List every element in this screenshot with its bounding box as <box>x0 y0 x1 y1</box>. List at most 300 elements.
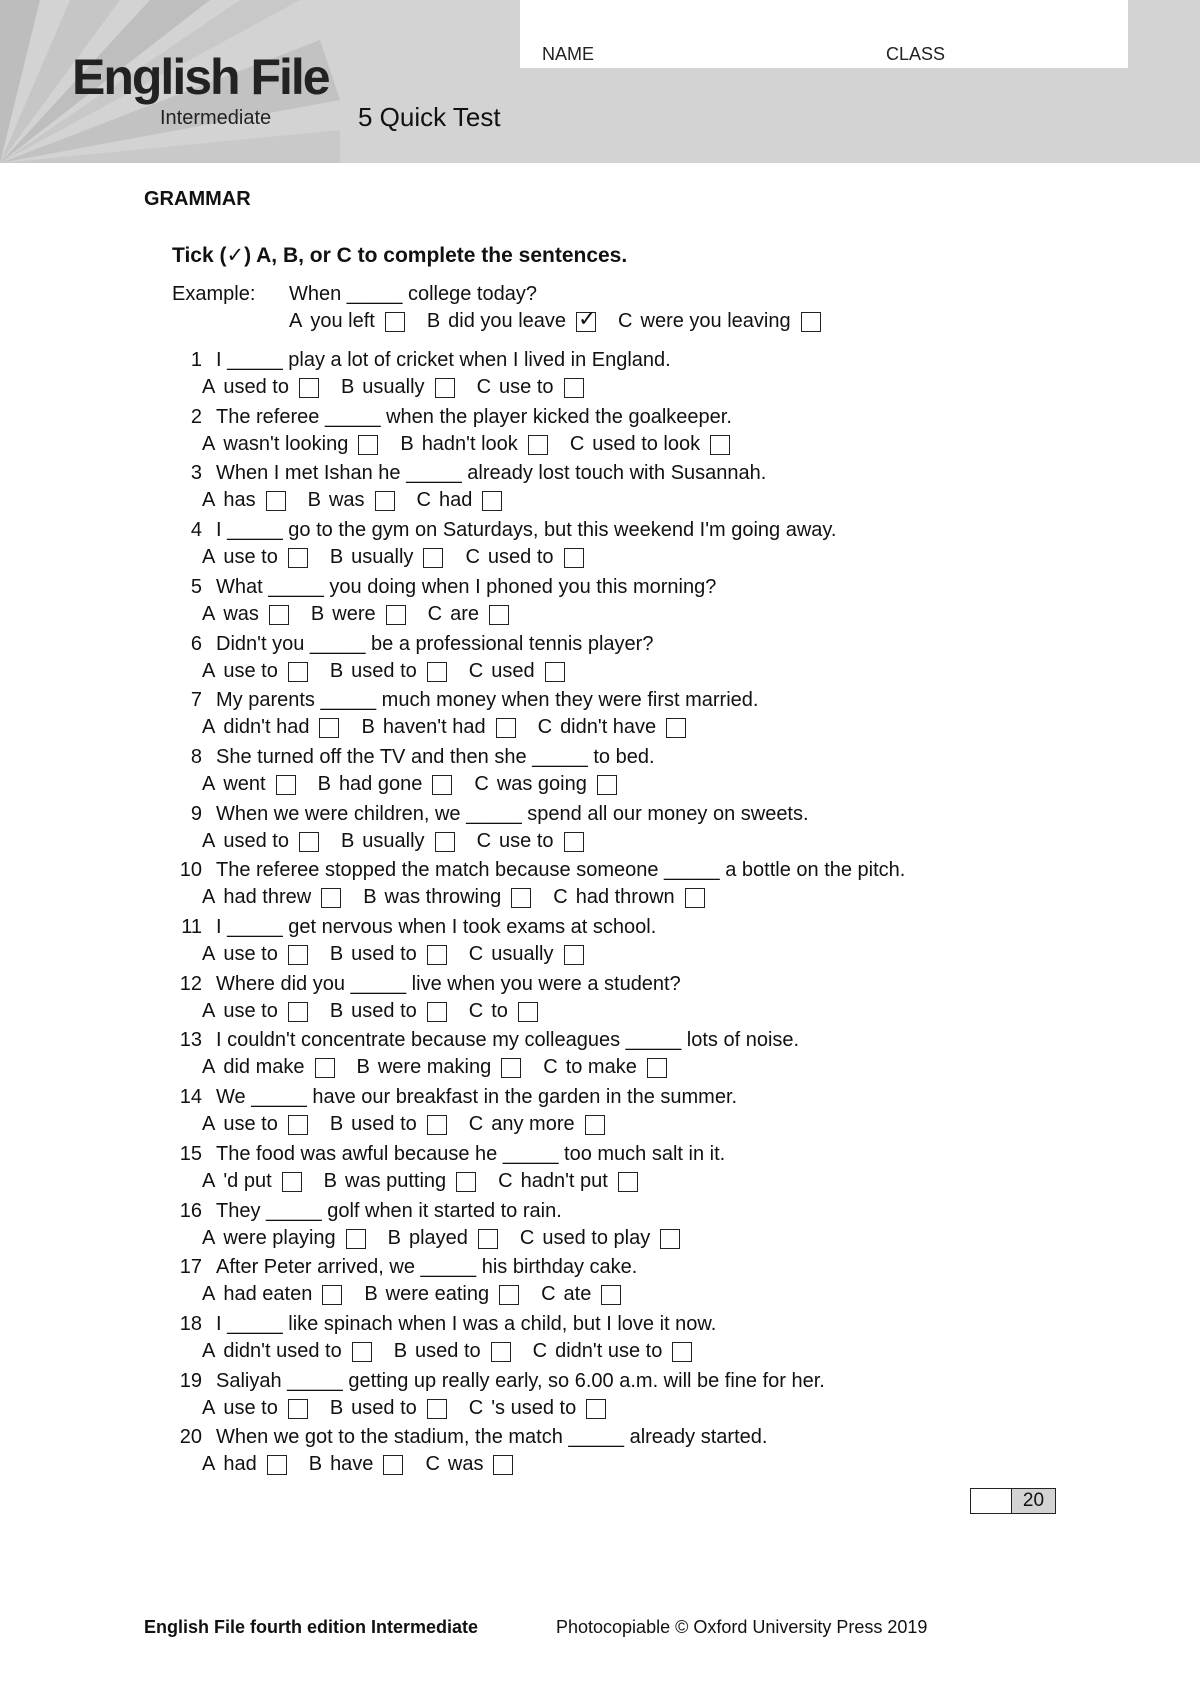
question-text: When we got to the stadium, the match _____ already started. <box>216 1426 768 1448</box>
option-text: to make <box>565 1056 637 1078</box>
answer-option <box>202 433 378 456</box>
option-letter: C <box>476 376 492 398</box>
question-text: We _____ have our breakfast in the garden in the summer. <box>216 1086 738 1108</box>
option-text: used to <box>351 943 417 965</box>
answer-option <box>202 1000 308 1023</box>
checkbox[interactable] <box>585 1115 605 1135</box>
checkbox[interactable] <box>660 1229 680 1249</box>
option-text: had gone <box>338 773 423 795</box>
option-letter: C <box>476 830 492 852</box>
option-text: had threw <box>223 886 312 908</box>
option-letter: B <box>317 773 331 795</box>
option-text: usually <box>491 943 554 965</box>
checkbox[interactable] <box>601 1285 621 1305</box>
answer-option <box>541 1283 621 1306</box>
answer-option <box>553 886 704 909</box>
answer-option <box>202 376 319 399</box>
option-letter: C <box>465 546 480 568</box>
answer-option <box>357 1056 522 1079</box>
question-text: After Peter arrived, we _____ his birthday cake. <box>216 1256 638 1278</box>
option-letter: C <box>427 603 443 625</box>
checkbox[interactable] <box>564 832 584 852</box>
question-text: My parents _____ much money when they were first married. <box>216 689 759 711</box>
option-text: hadn't put <box>520 1170 608 1192</box>
checkbox[interactable] <box>322 1285 342 1305</box>
question-text: Saliyah _____ getting up really early, so 6.00 a.m. will be fine for her. <box>216 1370 825 1392</box>
option-letter: A <box>202 603 216 625</box>
option-letter: B <box>356 1056 370 1078</box>
question-text: What _____ you doing when I phoned you this morning? <box>216 576 717 598</box>
option-letter: A <box>202 1000 216 1022</box>
option-text: ate <box>563 1283 592 1305</box>
option-text: used to <box>223 376 289 398</box>
checkbox[interactable] <box>315 1058 335 1078</box>
answer-option <box>202 1397 308 1420</box>
checkbox[interactable] <box>518 1002 538 1022</box>
checkbox[interactable] <box>288 662 308 682</box>
answer-option <box>324 1170 477 1193</box>
question-number: 2 <box>190 406 202 428</box>
option-text: used to <box>351 1397 417 1419</box>
checkbox[interactable] <box>267 1455 287 1475</box>
answer-option <box>394 1340 511 1363</box>
option-letter: A <box>202 830 216 852</box>
answer-option <box>311 603 406 626</box>
answer-options <box>202 1453 535 1476</box>
checkbox[interactable] <box>321 888 341 908</box>
answer-options <box>202 1056 689 1079</box>
answer-option <box>330 943 447 966</box>
answer-option <box>202 1170 302 1193</box>
answer-options <box>202 830 606 853</box>
answer-option <box>309 1453 404 1476</box>
option-letter: B <box>340 830 355 852</box>
checkbox[interactable] <box>685 888 705 908</box>
option-letter: A <box>202 1113 216 1135</box>
class-label: CLASS <box>886 44 946 64</box>
option-letter: B <box>361 716 375 738</box>
option-letter: C <box>537 716 553 738</box>
checkbox[interactable] <box>288 1399 308 1419</box>
option-text: were eating <box>385 1283 490 1305</box>
option-text: any more <box>491 1113 575 1135</box>
option-text: usually <box>362 830 425 852</box>
checkbox[interactable] <box>528 435 548 455</box>
checkbox[interactable] <box>710 435 730 455</box>
option-text: were <box>332 603 376 625</box>
option-text: have <box>330 1453 374 1475</box>
section-heading: GRAMMAR <box>144 188 251 210</box>
option-text: wasn't looking <box>223 433 349 455</box>
option-letter: C <box>474 773 489 795</box>
option-text: was <box>328 489 365 511</box>
checkbox[interactable] <box>491 1342 511 1362</box>
checkbox[interactable] <box>276 775 296 795</box>
example-options <box>289 310 843 333</box>
option-letter: C <box>416 489 431 511</box>
option-letter: C <box>468 943 484 965</box>
answer-option <box>202 603 289 626</box>
option-text: was <box>447 1453 484 1475</box>
option-text: use to <box>223 943 278 965</box>
question-number: 16 <box>179 1200 202 1222</box>
answer-options <box>202 489 524 512</box>
option-text: had eaten <box>223 1283 313 1305</box>
checkbox[interactable] <box>299 832 319 852</box>
option-text: was going <box>496 773 587 795</box>
option-text: were playing <box>223 1227 336 1249</box>
option-text: use to <box>499 830 554 852</box>
answer-option <box>469 1397 606 1420</box>
answer-option <box>533 1340 693 1363</box>
answer-option <box>330 1000 447 1023</box>
question-number: 20 <box>179 1426 202 1448</box>
option-text: use to <box>223 1000 278 1022</box>
checkbox[interactable] <box>288 945 308 965</box>
option-text: used to <box>415 1340 481 1362</box>
option-letter: B <box>329 546 344 568</box>
header-banner <box>0 0 1200 163</box>
option-text: has <box>223 489 256 511</box>
checkbox[interactable] <box>801 312 821 332</box>
checkbox[interactable] <box>432 775 452 795</box>
option-letter: B <box>329 1397 344 1419</box>
option-letter: A <box>202 1397 216 1419</box>
answer-options <box>202 886 727 909</box>
option-letter: C <box>541 1283 556 1305</box>
option-letter: A <box>202 886 216 908</box>
answer-option <box>202 660 308 683</box>
option-text: played <box>408 1227 468 1249</box>
answer-option <box>417 489 503 512</box>
question-text: The referee stopped the match because someone _____ a bottle on the pitch. <box>216 859 906 881</box>
score-box <box>970 1488 1056 1514</box>
option-text: used to look <box>592 433 701 455</box>
answer-option <box>428 603 509 626</box>
option-text: hadn't look <box>421 433 518 455</box>
question-number: 1 <box>190 349 202 371</box>
option-text: was <box>223 603 259 625</box>
answer-option <box>361 716 515 739</box>
answer-option <box>202 489 286 512</box>
option-text: were making <box>377 1056 492 1078</box>
question-number: 4 <box>190 519 202 541</box>
option-letter: A <box>202 943 216 965</box>
answer-option <box>330 660 447 683</box>
question-text: I _____ play a lot of cricket when I lived in England. <box>216 349 671 371</box>
option-text: haven't had <box>382 716 486 738</box>
question-text: Didn't you _____ be a professional tennis player? <box>216 633 654 655</box>
answer-options <box>202 546 606 569</box>
option-letter: B <box>329 943 344 965</box>
example-option-b: B did you leave ✓ <box>427 310 596 333</box>
option-text: use to <box>223 1113 278 1135</box>
option-text: didn't have <box>560 716 657 738</box>
checkbox[interactable] <box>564 378 584 398</box>
answer-options <box>202 943 606 966</box>
checkbox[interactable] <box>423 548 443 568</box>
question-number: 19 <box>179 1370 202 1392</box>
option-letter: B <box>323 1170 337 1192</box>
test-title: 5 Quick Test <box>358 102 501 132</box>
option-text: used to <box>351 1113 417 1135</box>
answer-options <box>202 1397 628 1420</box>
option-letter: A <box>202 433 216 455</box>
option-letter: B <box>329 660 344 682</box>
checkbox[interactable] <box>545 662 565 682</box>
answer-option <box>318 773 453 796</box>
answer-option <box>474 773 617 796</box>
checkbox[interactable] <box>269 605 289 625</box>
question-number: 6 <box>190 633 202 655</box>
option-text: used <box>491 660 535 682</box>
checkbox[interactable] <box>375 491 395 511</box>
question-text: When I met Ishan he _____ already lost touch with Susannah. <box>216 462 767 484</box>
answer-option <box>202 886 341 909</box>
answer-option <box>469 1000 538 1023</box>
question-number: 10 <box>179 859 202 881</box>
checkbox[interactable] <box>456 1172 476 1192</box>
question-text: Where did you _____ live when you were a student? <box>216 973 681 995</box>
checkbox-checked[interactable] <box>576 312 596 332</box>
option-text: are <box>450 603 479 625</box>
checkbox[interactable] <box>493 1455 513 1475</box>
option-letter: A <box>202 716 216 738</box>
option-letter: A <box>202 1283 216 1305</box>
answer-option <box>341 376 455 399</box>
answer-options <box>202 1227 702 1250</box>
example-option-a: A you left <box>289 310 405 333</box>
checkbox[interactable] <box>383 1455 403 1475</box>
option-text: didn't used to <box>223 1340 342 1362</box>
checkbox[interactable] <box>288 1002 308 1022</box>
checkbox[interactable] <box>282 1172 302 1192</box>
checkbox[interactable] <box>511 888 531 908</box>
answer-options <box>202 376 606 399</box>
checkbox[interactable] <box>266 491 286 511</box>
answer-option <box>202 1340 372 1363</box>
option-letter: A <box>202 1056 216 1078</box>
option-letter: B <box>363 886 377 908</box>
option-letter: B <box>387 1227 401 1249</box>
option-text: usually <box>362 376 425 398</box>
option-letter: C <box>468 1397 484 1419</box>
question-number: 3 <box>190 462 202 484</box>
answer-options <box>202 1340 714 1363</box>
checkbox[interactable] <box>647 1058 667 1078</box>
checkbox[interactable] <box>319 718 339 738</box>
answer-option <box>425 1453 513 1476</box>
answer-option <box>498 1170 638 1193</box>
checkbox[interactable] <box>346 1229 366 1249</box>
question-number: 14 <box>179 1086 202 1108</box>
option-text: had <box>223 1453 257 1475</box>
option-letter: A <box>202 376 216 398</box>
checkbox[interactable] <box>288 1115 308 1135</box>
answer-options <box>202 603 531 626</box>
score-input[interactable] <box>970 1488 1012 1514</box>
answer-option <box>202 1283 342 1306</box>
option-letter: B <box>400 433 414 455</box>
option-letter: B <box>308 1453 323 1475</box>
option-letter: B <box>329 1000 344 1022</box>
option-text: went <box>223 773 266 795</box>
answer-option <box>202 1453 287 1476</box>
name-label: NAME <box>542 44 595 64</box>
example-sentence: When _____ college today? <box>289 283 537 305</box>
footer-title: English File fourth edition Intermediate <box>144 1617 479 1637</box>
logo-subtitle: Intermediate <box>160 107 272 129</box>
checkbox[interactable] <box>618 1172 638 1192</box>
answer-option <box>363 886 531 909</box>
answer-option <box>341 830 455 853</box>
option-letter: A <box>202 773 216 795</box>
answer-options <box>202 1283 643 1306</box>
checkbox[interactable] <box>288 548 308 568</box>
question-number: 12 <box>179 973 202 995</box>
option-letter: B <box>393 1340 408 1362</box>
checkbox[interactable] <box>501 1058 521 1078</box>
checkbox[interactable] <box>427 1115 447 1135</box>
question-number: 18 <box>179 1313 202 1335</box>
checkbox[interactable] <box>299 378 319 398</box>
option-letter: C <box>468 1113 484 1135</box>
question-number: 8 <box>190 746 202 768</box>
option-letter: A <box>202 1340 216 1362</box>
answer-options <box>202 433 752 456</box>
option-text: used to <box>487 546 554 568</box>
answer-option <box>308 489 395 512</box>
answer-option <box>570 433 730 456</box>
checkbox[interactable] <box>478 1229 498 1249</box>
answer-option <box>202 773 296 796</box>
option-letter: C <box>468 660 484 682</box>
option-letter: C <box>553 886 568 908</box>
option-letter: A <box>202 1170 216 1192</box>
checkbox[interactable] <box>666 718 686 738</box>
checkbox[interactable] <box>358 435 378 455</box>
example-option-c: C were you leaving <box>618 310 821 333</box>
checkbox[interactable] <box>427 1002 447 1022</box>
question-text: They _____ golf when it started to rain. <box>216 1200 562 1222</box>
checkbox[interactable] <box>489 605 509 625</box>
answer-option <box>202 1113 308 1136</box>
option-text: was putting <box>345 1170 447 1192</box>
option-text: use to <box>223 660 278 682</box>
answer-option <box>469 1113 605 1136</box>
answer-options <box>202 716 708 739</box>
question-text: I _____ get nervous when I took exams at school. <box>216 916 657 938</box>
checkbox[interactable] <box>427 662 447 682</box>
option-letter: A <box>202 1453 216 1475</box>
answer-option <box>469 660 565 683</box>
answer-option <box>202 1056 335 1079</box>
answer-option <box>469 943 584 966</box>
checkbox[interactable] <box>496 718 516 738</box>
checkbox[interactable] <box>386 605 406 625</box>
question-number: 9 <box>190 803 202 825</box>
option-letter: A <box>202 546 216 568</box>
checkbox[interactable] <box>427 945 447 965</box>
example-label: Example: <box>172 283 256 305</box>
option-letter: C <box>532 1340 548 1362</box>
option-letter: B <box>307 489 321 511</box>
option-letter: B <box>364 1283 378 1305</box>
question-text: The referee _____ when the player kicked the goalkeeper. <box>216 406 732 428</box>
answer-options <box>202 1113 627 1136</box>
option-text: used to play <box>542 1227 651 1249</box>
answer-option <box>477 830 584 853</box>
question-number: 7 <box>190 689 202 711</box>
question-number: 5 <box>190 576 202 598</box>
name-class-field[interactable] <box>520 0 1128 68</box>
checkbox[interactable] <box>352 1342 372 1362</box>
option-text: used to <box>351 1000 417 1022</box>
option-letter: A <box>202 489 216 511</box>
question-number: 11 <box>181 916 202 938</box>
option-text: did make <box>223 1056 305 1078</box>
checkbox[interactable] <box>564 548 584 568</box>
question-number: 15 <box>179 1143 202 1165</box>
answer-option <box>477 376 584 399</box>
option-text: usually <box>351 546 414 568</box>
option-text: used to <box>351 660 417 682</box>
question-number: 13 <box>179 1029 202 1051</box>
option-text: to <box>491 1000 508 1022</box>
question-text: When we were children, we _____ spend all our money on sweets. <box>216 803 809 825</box>
checkbox[interactable] <box>385 312 405 332</box>
answer-option <box>202 830 319 853</box>
checkbox[interactable] <box>672 1342 692 1362</box>
checkbox[interactable] <box>586 1399 606 1419</box>
answer-options <box>202 773 639 796</box>
answer-option <box>364 1283 519 1306</box>
checkbox[interactable] <box>564 945 584 965</box>
score-total: 20 <box>1012 1488 1056 1514</box>
option-letter: B <box>340 376 355 398</box>
option-letter: A <box>202 1227 216 1249</box>
answer-option <box>520 1227 680 1250</box>
checkbox[interactable] <box>435 378 455 398</box>
question-text: The food was awful because he _____ too much salt in it. <box>216 1143 726 1165</box>
option-text: didn't had <box>223 716 310 738</box>
option-letter: C <box>425 1453 440 1475</box>
option-text: use to <box>223 546 278 568</box>
checkbox[interactable] <box>597 775 617 795</box>
answer-option <box>538 716 687 739</box>
option-text: use to <box>499 376 554 398</box>
answer-option <box>543 1056 667 1079</box>
question-text: She turned off the TV and then she _____ to bed. <box>216 746 655 768</box>
checkbox[interactable] <box>482 491 502 511</box>
checkbox[interactable] <box>435 832 455 852</box>
option-letter: B <box>329 1113 344 1135</box>
answer-option <box>330 1113 447 1136</box>
answer-option <box>400 433 547 456</box>
option-text: had <box>438 489 473 511</box>
checkbox[interactable] <box>427 1399 447 1419</box>
option-text: used to <box>223 830 289 852</box>
answer-options <box>202 1000 560 1023</box>
checkbox[interactable] <box>499 1285 519 1305</box>
answer-option <box>388 1227 498 1250</box>
answer-option <box>202 546 308 569</box>
option-letter: C <box>543 1056 558 1078</box>
answer-option <box>202 1227 366 1250</box>
question-text: I _____ go to the gym on Saturdays, but this weekend I'm going away. <box>216 519 837 541</box>
question-text: I couldn't concentrate because my colleagues _____ lots of noise. <box>216 1029 800 1051</box>
footer-copyright: Photocopiable © Oxford University Press 2019 <box>556 1617 928 1637</box>
